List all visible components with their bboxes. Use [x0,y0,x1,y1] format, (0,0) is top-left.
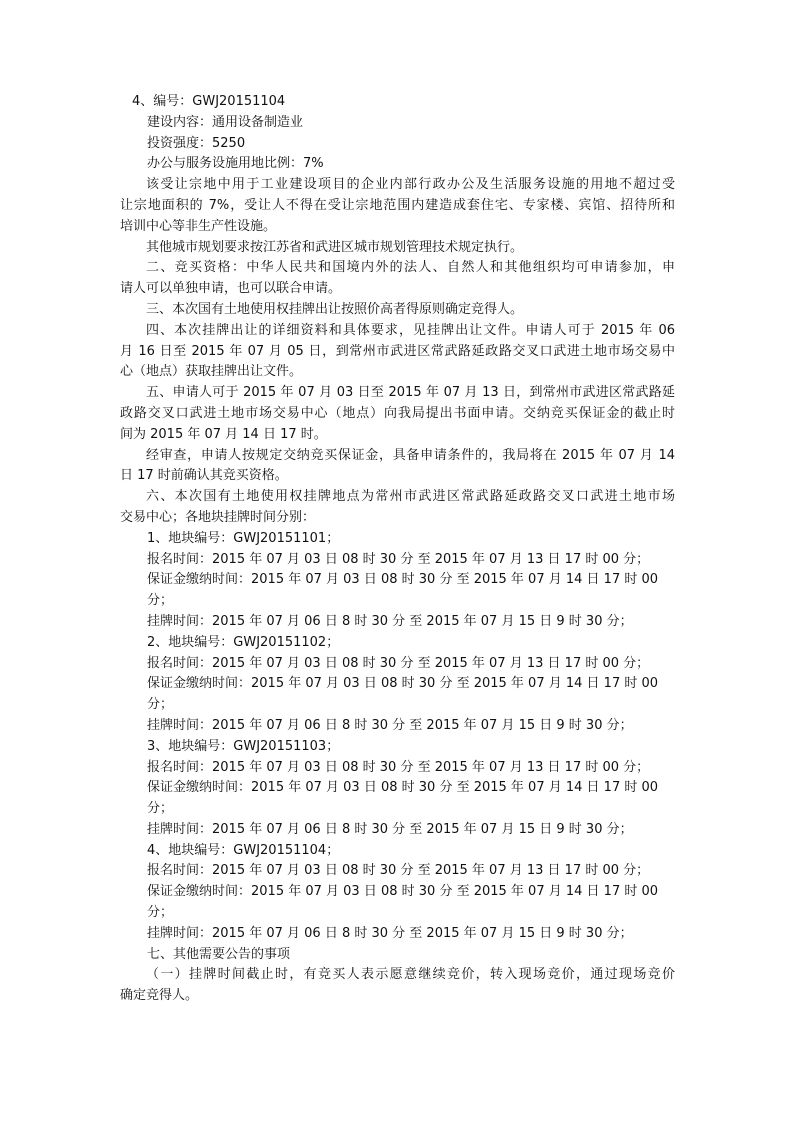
text-line: 保证金缴纳时间：2015 年 07 月 03 日 08 时 30 分 至 2015 年 07 月 14 日 17 时 00 [147,884,659,900]
text-line: 建设内容：通用设备制造业 [147,114,304,130]
text-line: 办公与服务设施用地比例：7% [147,156,324,172]
text-line: 4、地块编号：GWJ20151104； [147,842,340,858]
text-line: 间为 2015 年 07 月 14 日 17 时。 [120,426,327,442]
text-line: 分； [147,593,174,609]
text-line: 请人可以单独申请，也可以联合申请。 [120,281,342,297]
text-line: 报名时间：2015 年 07 月 03 日 08 时 30 分 至 2015 年 07 月 13 日 17 时 00 分； [147,551,650,567]
text-line: 挂牌时间：2015 年 07 月 06 日 8 时 30 分 至 2015 年 07 月 15 日 9 时 30 分； [147,613,633,629]
text-line: 报名时间：2015 年 07 月 03 日 08 时 30 分 至 2015 年 07 月 13 日 17 时 00 分； [147,863,650,879]
text-line: 经审查，申请人按规定交纳竞买保证金，具备申请条件的，我局将在 2015 年 07 月 14 [146,447,675,463]
text-line: 保证金缴纳时间：2015 年 07 月 03 日 08 时 30 分 至 2015 年 07 月 14 日 17 时 00 [147,676,659,692]
text-line: 3、地块编号：GWJ20151103； [147,738,340,754]
text-line: 七、其他需要公告的事项 [147,946,291,962]
text-line: 让宗地面积的 7%，受让人不得在受让宗地范围内建造成套住宅、专家楼、宾馆、招待所和 [120,197,675,213]
text-line: 四、本次挂牌出让的详细资料和具体要求，见挂牌出让文件。申请人可于 2015 年 06 [146,322,675,338]
text-line: 挂牌时间：2015 年 07 月 06 日 8 时 30 分 至 2015 年 07 月 15 日 9 时 30 分； [147,717,633,733]
text-line: 分； [147,697,174,713]
text-line: 分； [147,801,174,817]
text-line: 日 17 时前确认其竞买资格。 [120,468,288,484]
text-line: 报名时间：2015 年 07 月 03 日 08 时 30 分 至 2015 年 07 月 13 日 17 时 00 分； [147,759,650,775]
text-line: 2、地块编号：GWJ20151102； [147,634,340,650]
text-line: 五、申请人可于 2015 年 07 月 03 日至 2015 年 07 月 13 日，到常州市武进区常武路延 [146,385,675,401]
text-line: 挂牌时间：2015 年 07 月 06 日 8 时 30 分 至 2015 年 07 月 15 日 9 时 30 分； [147,821,633,837]
text-line: 确定竞得人。 [120,988,199,1004]
text-line: 三、本次国有土地使用权挂牌出让按照价高者得原则确定竞得人。 [146,301,524,317]
text-line: 培训中心等非生产性设施。 [120,218,277,234]
document-body [120,92,675,1007]
text-line: 分； [147,905,174,921]
text-line: 报名时间：2015 年 07 月 03 日 08 时 30 分 至 2015 年 07 月 13 日 17 时 00 分； [147,655,650,671]
text-line: 六、本次国有土地使用权挂牌地点为常州市武进区常武路延政路交叉口武进土地市场 [146,489,675,505]
text-line: 投资强度：5250 [147,135,246,151]
text-line: 4、编号：GWJ20151104 [132,94,286,109]
text-line: 二、竞买资格：中华人民共和国境内外的法人、自然人和其他组织均可申请参加，申 [146,260,675,276]
text-line: 挂牌时间：2015 年 07 月 06 日 8 时 30 分 至 2015 年 07 月 15 日 9 时 30 分； [147,925,633,941]
text-line: 政路交叉口武进土地市场交易中心（地点）向我局提出书面申请。交纳竞买保证金的截止时 [120,405,675,421]
text-line: 月 16 日至 2015 年 07 月 05 日，到常州市武进区常武路延政路交叉口武进土地市场交易中 [120,343,675,359]
text-line: 保证金缴纳时间：2015 年 07 月 03 日 08 时 30 分 至 2015 年 07 月 14 日 17 时 00 [147,572,659,588]
text-line: （一）挂牌时间截止时，有竞买人表示愿意继续竞价，转入现场竞价，通过现场竞价 [146,967,675,983]
text-line: 该受让宗地中用于工业建设项目的企业内部行政办公及生活服务设施的用地不超过受 [146,177,675,193]
text-line: 心（地点）获取挂牌出让文件。 [120,364,303,380]
text-line: 1、地块编号：GWJ20151101； [147,530,340,546]
text-line: 交易中心；各地块挂牌时间分别： [120,509,316,525]
text-line: 保证金缴纳时间：2015 年 07 月 03 日 08 时 30 分 至 2015 年 07 月 14 日 17 时 00 [147,780,659,796]
text-line: 其他城市规划要求按江苏省和武进区城市规划管理技术规定执行。 [146,239,524,255]
